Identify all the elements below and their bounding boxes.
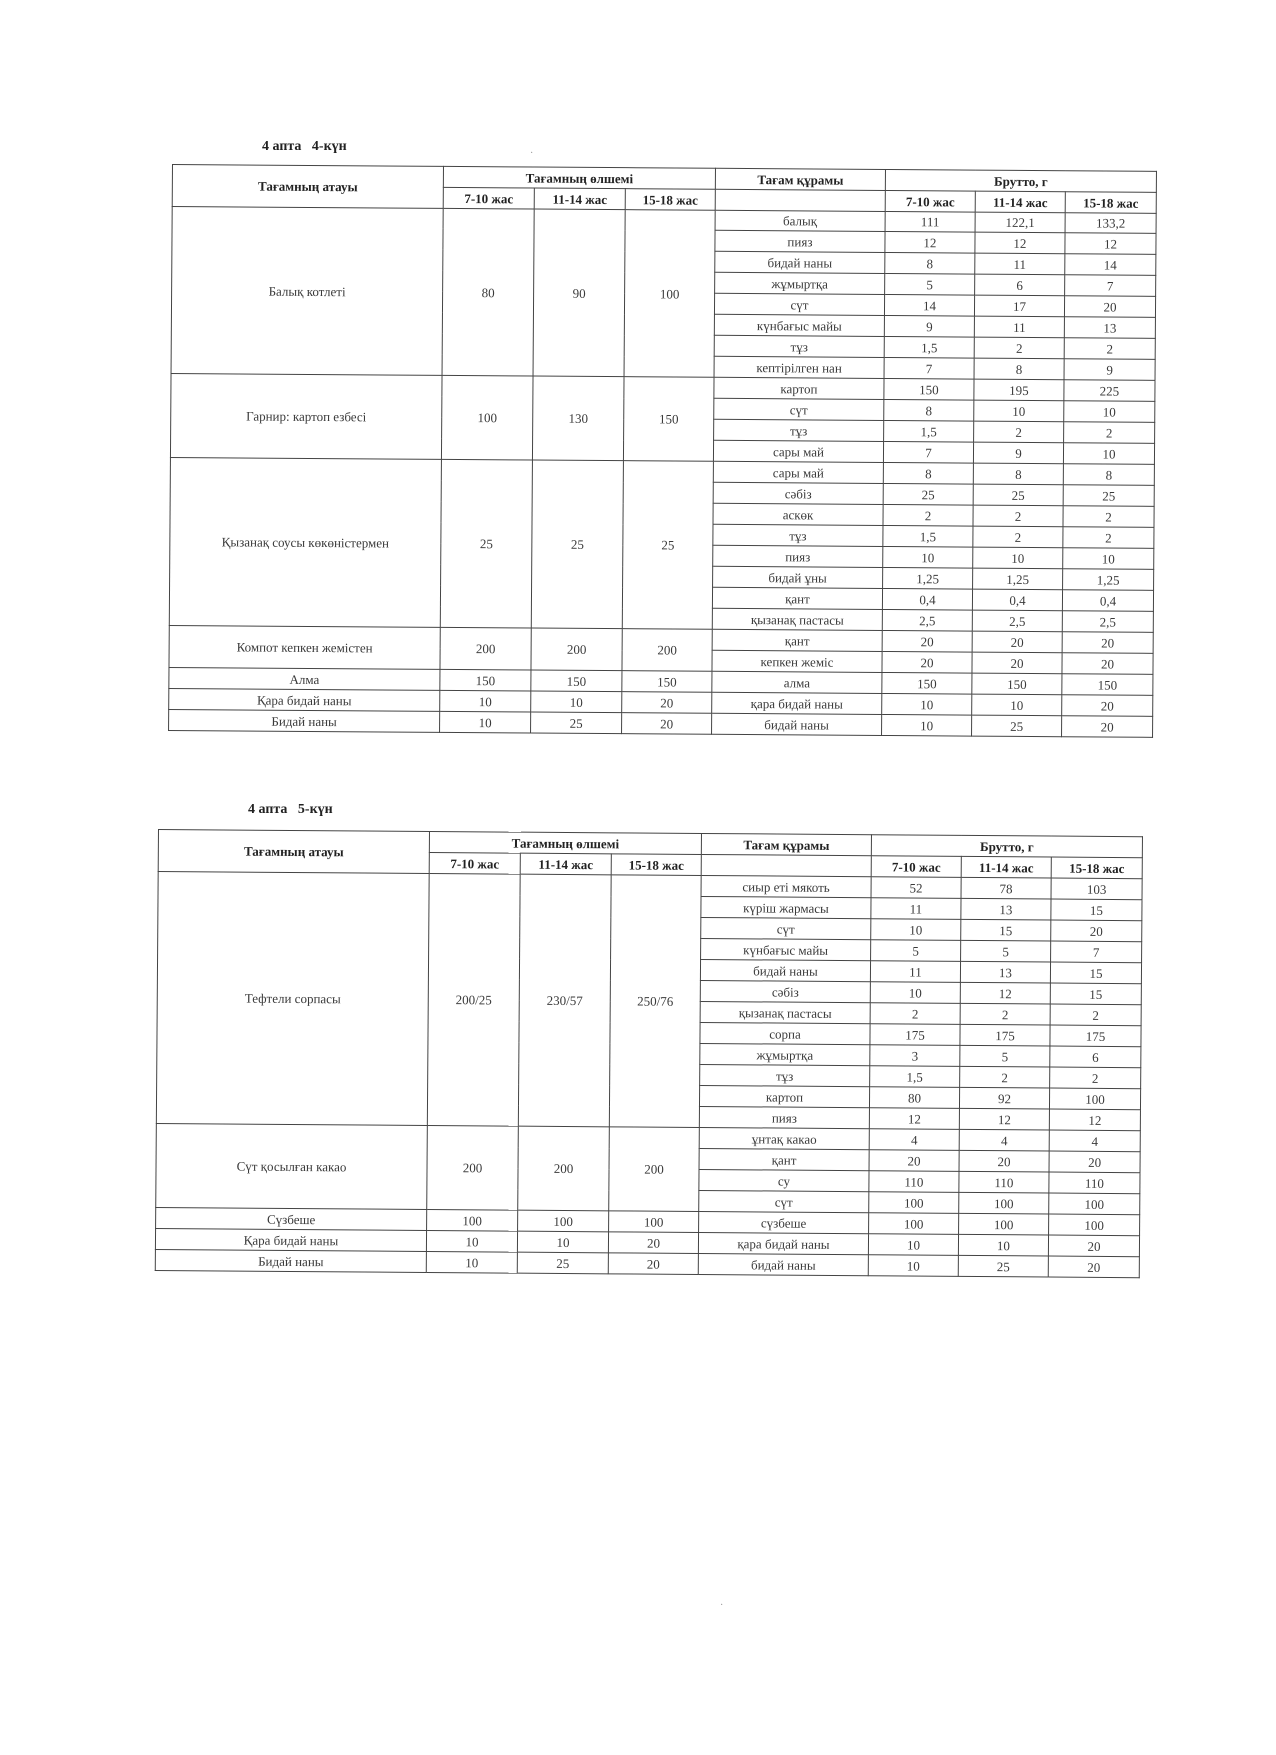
- ingredient-name: қара бидай наны: [712, 692, 882, 714]
- portion-15-18: 100: [624, 210, 715, 378]
- header-portion-age-11-14: 11-14 жас: [520, 853, 611, 875]
- dish-name: Бидай наны: [169, 709, 440, 732]
- brutto-11-14: 20: [959, 1150, 1049, 1172]
- portion-11-14: 230/57: [518, 874, 611, 1127]
- ingredient-name: сәбіз: [713, 482, 883, 504]
- ingredient-name: бидай наны: [698, 1253, 868, 1275]
- header-composition-blank: [715, 189, 885, 211]
- dish-name: Қара бидай наны: [169, 688, 440, 711]
- ingredient-name: сары май: [713, 440, 883, 462]
- ingredient-name: бидай наны: [712, 713, 882, 735]
- brutto-7-10: 10: [871, 919, 961, 941]
- portion-7-10: 150: [440, 669, 531, 691]
- header-brutto: Брутто, г: [885, 169, 1156, 192]
- brutto-7-10: 10: [883, 546, 973, 568]
- header-brutto: Брутто, г: [871, 835, 1142, 858]
- brutto-11-14: 100: [959, 1192, 1049, 1214]
- brutto-15-18: 2,5: [1062, 611, 1153, 633]
- header-brutto-age-7-10: 7-10 жас: [885, 190, 975, 212]
- portion-15-18: 25: [622, 461, 713, 630]
- portion-7-10: 100: [427, 1209, 518, 1231]
- brutto-15-18: 0,4: [1062, 590, 1153, 612]
- ingredient-name: жұмыртқа: [700, 1043, 870, 1065]
- brutto-15-18: 133,2: [1065, 213, 1156, 234]
- brutto-7-10: 20: [869, 1150, 959, 1172]
- day4-menu-table: [168, 164, 1157, 738]
- brutto-15-18: 2: [1064, 338, 1155, 360]
- brutto-7-10: 7: [883, 441, 973, 463]
- brutto-11-14: 5: [960, 1045, 1050, 1067]
- ingredient-name: қант: [712, 587, 882, 609]
- brutto-15-18: 20: [1048, 1235, 1139, 1257]
- ingredient-name: сары май: [713, 461, 883, 483]
- brutto-11-14: 20: [972, 652, 1062, 674]
- brutto-7-10: 100: [869, 1192, 959, 1214]
- portion-15-18: 150: [622, 671, 712, 693]
- brutto-15-18: 10: [1063, 548, 1154, 570]
- brutto-11-14: 122,1: [975, 212, 1065, 233]
- header-dish-name: Тағамның атауы: [172, 165, 443, 209]
- brutto-7-10: 150: [882, 672, 972, 694]
- portion-7-10: 10: [440, 690, 531, 712]
- portion-15-18: 20: [622, 713, 712, 735]
- brutto-15-18: 225: [1064, 380, 1155, 402]
- brutto-11-14: 100: [959, 1213, 1049, 1235]
- brutto-7-10: 10: [868, 1234, 958, 1256]
- brutto-11-14: 2: [960, 1066, 1050, 1088]
- brutto-7-10: 12: [885, 231, 975, 253]
- brutto-11-14: 8: [973, 463, 1063, 485]
- ingredient-name: кепкен жеміс: [712, 650, 882, 672]
- brutto-15-18: 20: [1062, 695, 1153, 717]
- portion-11-14: 150: [531, 670, 622, 692]
- brutto-11-14: 10: [974, 400, 1064, 422]
- brutto-7-10: 2,5: [882, 609, 972, 631]
- ingredient-name: аскөк: [713, 503, 883, 525]
- ingredient-name: қызанақ пастасы: [700, 1001, 870, 1023]
- ingredient-name: су: [699, 1169, 869, 1191]
- header-brutto-age-11-14: 11-14 жас: [961, 856, 1051, 878]
- brutto-7-10: 8: [884, 399, 974, 421]
- portion-11-14: 200: [531, 628, 622, 671]
- brutto-15-18: 9: [1064, 359, 1155, 381]
- brutto-15-18: 150: [1062, 674, 1153, 696]
- brutto-7-10: 8: [883, 462, 973, 484]
- portion-7-10: 100: [441, 375, 533, 460]
- brutto-15-18: 8: [1063, 464, 1154, 486]
- portion-7-10: 200: [440, 627, 531, 670]
- ingredient-name: тұз: [713, 524, 883, 546]
- portion-15-18: 200: [622, 629, 712, 672]
- dish-name: Сүт қосылған какао: [156, 1123, 428, 1209]
- brutto-11-14: 25: [972, 715, 1062, 737]
- portion-7-10: 80: [442, 208, 534, 376]
- brutto-15-18: 20: [1051, 920, 1142, 942]
- brutto-7-10: 11: [871, 898, 961, 920]
- brutto-15-18: 103: [1051, 878, 1142, 900]
- brutto-7-10: 5: [871, 940, 961, 962]
- portion-7-10: 200/25: [427, 873, 520, 1126]
- brutto-15-18: 2: [1063, 527, 1154, 549]
- brutto-7-10: 20: [882, 651, 972, 673]
- brutto-11-14: 13: [960, 961, 1050, 983]
- portion-15-18: 20: [608, 1232, 698, 1254]
- brutto-15-18: 100: [1049, 1088, 1140, 1110]
- portion-11-14: 25: [531, 460, 623, 629]
- brutto-7-10: 8: [885, 252, 975, 274]
- day5-heading: 4 апта 5-күн: [248, 802, 333, 817]
- brutto-7-10: 1,5: [884, 336, 974, 358]
- brutto-15-18: 10: [1063, 443, 1154, 465]
- brutto-11-14: 10: [958, 1234, 1048, 1256]
- brutto-7-10: 20: [882, 630, 972, 652]
- ingredient-name: бидай наны: [715, 251, 885, 273]
- portion-7-10: 200: [427, 1125, 519, 1210]
- brutto-11-14: 25: [973, 484, 1063, 506]
- header-portion-age-11-14: 11-14 жас: [534, 188, 625, 210]
- ingredient-name: сүт: [701, 917, 871, 939]
- portion-7-10: 10: [426, 1230, 517, 1252]
- portion-15-18: 250/76: [609, 875, 701, 1128]
- header-composition: Тағам құрамы: [715, 168, 885, 190]
- brutto-11-14: 2: [974, 421, 1064, 443]
- portion-11-14: 25: [517, 1252, 608, 1274]
- brutto-15-18: 14: [1065, 254, 1156, 276]
- brutto-15-18: 12: [1049, 1109, 1140, 1131]
- portion-7-10: 25: [440, 459, 532, 628]
- brutto-11-14: 110: [959, 1171, 1049, 1193]
- ingredient-name: күнбағыс майы: [714, 314, 884, 336]
- brutto-15-18: 7: [1065, 275, 1156, 297]
- brutto-15-18: 100: [1049, 1214, 1140, 1236]
- portion-11-14: 10: [531, 691, 622, 713]
- ingredient-name: тұз: [700, 1064, 870, 1086]
- brutto-7-10: 4: [869, 1129, 959, 1151]
- brutto-11-14: 6: [975, 274, 1065, 296]
- brutto-7-10: 11: [870, 961, 960, 983]
- brutto-15-18: 13: [1064, 317, 1155, 339]
- brutto-11-14: 17: [974, 295, 1064, 317]
- header-brutto-age-11-14: 11-14 жас: [975, 191, 1065, 213]
- brutto-15-18: 15: [1050, 962, 1141, 984]
- ingredient-name: бидай наны: [700, 959, 870, 981]
- brutto-7-10: 111: [885, 211, 975, 232]
- brutto-15-18: 175: [1050, 1025, 1141, 1047]
- brutto-15-18: 7: [1051, 941, 1142, 963]
- ingredient-name: сүт: [699, 1190, 869, 1212]
- ingredient-name: жұмыртқа: [715, 272, 885, 294]
- brutto-7-10: 7: [884, 357, 974, 379]
- brutto-15-18: 2: [1050, 1067, 1141, 1089]
- portion-15-18: 20: [608, 1253, 698, 1275]
- ingredient-name: сорпа: [700, 1022, 870, 1044]
- ingredient-name: алма: [712, 671, 882, 693]
- ingredient-name: пияз: [713, 545, 883, 567]
- ingredient-name: қызанақ пастасы: [712, 608, 882, 630]
- header-brutto-age-15-18: 15-18 жас: [1065, 192, 1156, 214]
- brutto-11-14: 13: [961, 898, 1051, 920]
- ingredient-name: сүзбеше: [699, 1211, 869, 1233]
- dish-name: Балық котлеті: [171, 207, 443, 376]
- brutto-15-18: 10: [1064, 401, 1155, 423]
- ingredient-name: сүт: [714, 293, 884, 315]
- header-brutto-age-7-10: 7-10 жас: [871, 856, 961, 878]
- brutto-15-18: 2: [1050, 1004, 1141, 1026]
- ingredient-name: кептірілген нан: [714, 356, 884, 378]
- portion-7-10: 10: [426, 1251, 517, 1273]
- brutto-11-14: 0,4: [972, 589, 1062, 611]
- header-portion-age-15-18: 15-18 жас: [625, 189, 715, 211]
- brutto-7-10: 1,25: [883, 567, 973, 589]
- brutto-7-10: 5: [885, 273, 975, 295]
- portion-15-18: 150: [623, 377, 714, 462]
- header-portion-age-15-18: 15-18 жас: [611, 854, 701, 876]
- ingredient-name: тұз: [714, 335, 884, 357]
- ingredient-name: картоп: [714, 377, 884, 399]
- brutto-7-10: 1,5: [883, 525, 973, 547]
- brutto-15-18: 1,25: [1063, 569, 1154, 591]
- brutto-11-14: 11: [975, 253, 1065, 275]
- brutto-7-10: 10: [882, 714, 972, 736]
- dish-name: Бидай наны: [155, 1249, 426, 1272]
- brutto-7-10: 14: [884, 294, 974, 316]
- brutto-11-14: 9: [973, 442, 1063, 464]
- brutto-11-14: 12: [960, 982, 1050, 1004]
- brutto-15-18: 20: [1049, 1151, 1140, 1173]
- brutto-11-14: 92: [959, 1087, 1049, 1109]
- brutto-15-18: 2: [1063, 506, 1154, 528]
- brutto-15-18: 20: [1062, 632, 1153, 654]
- brutto-11-14: 1,25: [973, 568, 1063, 590]
- brutto-15-18: 110: [1049, 1172, 1140, 1194]
- brutto-11-14: 10: [972, 694, 1062, 716]
- ingredient-name: ұнтақ какао: [699, 1127, 869, 1149]
- header-portion-age-7-10: 7-10 жас: [429, 852, 520, 874]
- ingredient-name: пияз: [715, 230, 885, 252]
- brutto-7-10: 10: [882, 693, 972, 715]
- brutto-15-18: 4: [1049, 1130, 1140, 1152]
- ingredient-name: қант: [699, 1148, 869, 1170]
- brutto-7-10: 12: [869, 1108, 959, 1130]
- portion-7-10: 10: [440, 711, 531, 733]
- dish-name: Тефтели сорпасы: [156, 872, 429, 1126]
- brutto-7-10: 80: [869, 1087, 959, 1109]
- brutto-15-18: 2: [1064, 422, 1155, 444]
- brutto-11-14: 150: [972, 673, 1062, 695]
- scan-mark: ·: [720, 1600, 724, 1611]
- brutto-15-18: 20: [1062, 653, 1153, 675]
- brutto-7-10: 3: [870, 1045, 960, 1067]
- day5-menu-table: [155, 829, 1143, 1278]
- brutto-7-10: 9: [884, 315, 974, 337]
- brutto-15-18: 6: [1050, 1046, 1141, 1068]
- ingredient-name: тұз: [714, 419, 884, 441]
- portion-15-18: 20: [622, 692, 712, 714]
- header-portion: Тағамның өлшемі: [429, 831, 701, 854]
- ingredient-name: қант: [712, 629, 882, 651]
- portion-11-14: 25: [531, 712, 622, 734]
- brutto-7-10: 110: [869, 1171, 959, 1193]
- brutto-15-18: 15: [1051, 899, 1142, 921]
- brutto-7-10: 1,5: [870, 1066, 960, 1088]
- brutto-11-14: 2: [973, 505, 1063, 527]
- brutto-11-14: 12: [959, 1108, 1049, 1130]
- brutto-7-10: 10: [868, 1255, 958, 1277]
- dish-name: Сүзбеше: [156, 1207, 427, 1230]
- brutto-11-14: 78: [961, 877, 1051, 899]
- brutto-15-18: 100: [1049, 1193, 1140, 1215]
- ingredient-name: күнбағыс майы: [701, 938, 871, 960]
- brutto-11-14: 195: [974, 379, 1064, 401]
- brutto-11-14: 10: [973, 547, 1063, 569]
- brutto-11-14: 2: [973, 526, 1063, 548]
- brutto-7-10: 100: [869, 1213, 959, 1235]
- portion-11-14: 10: [517, 1231, 608, 1253]
- brutto-7-10: 150: [884, 378, 974, 400]
- portion-11-14: 90: [533, 209, 625, 377]
- brutto-7-10: 175: [870, 1024, 960, 1046]
- header-portion-age-7-10: 7-10 жас: [443, 187, 534, 209]
- brutto-7-10: 0,4: [882, 588, 972, 610]
- brutto-11-14: 2: [974, 337, 1064, 359]
- brutto-11-14: 11: [974, 316, 1064, 338]
- header-portion: Тағамның өлшемі: [443, 166, 715, 189]
- brutto-7-10: 52: [871, 877, 961, 899]
- header-composition: Тағам құрамы: [701, 833, 871, 855]
- brutto-11-14: 175: [960, 1024, 1050, 1046]
- portion-11-14: 100: [518, 1210, 609, 1232]
- scan-mark: ·: [530, 148, 534, 159]
- dish-name: Гарнир: картоп езбесі: [170, 373, 442, 459]
- dish-name: Компот кепкен жемістен: [169, 625, 440, 669]
- portion-11-14: 130: [532, 376, 624, 461]
- ingredient-name: сәбіз: [700, 980, 870, 1002]
- brutto-11-14: 4: [959, 1129, 1049, 1151]
- brutto-15-18: 12: [1065, 233, 1156, 255]
- ingredient-name: сиыр еті мякоть: [701, 875, 871, 897]
- ingredient-name: сүт: [714, 398, 884, 420]
- header-brutto-age-15-18: 15-18 жас: [1051, 857, 1142, 879]
- brutto-11-14: 12: [975, 232, 1065, 254]
- ingredient-name: бидай ұны: [713, 566, 883, 588]
- brutto-7-10: 10: [870, 982, 960, 1004]
- portion-15-18: 200: [609, 1127, 700, 1212]
- portion-15-18: 100: [609, 1211, 699, 1233]
- brutto-15-18: 20: [1062, 716, 1153, 738]
- dish-name: Алма: [169, 667, 440, 690]
- brutto-15-18: 20: [1048, 1256, 1139, 1278]
- brutto-15-18: 25: [1063, 485, 1154, 507]
- day4-heading: 4 апта 4-күн: [262, 139, 347, 154]
- ingredient-name: күріш жармасы: [701, 896, 871, 918]
- brutto-11-14: 25: [958, 1255, 1048, 1277]
- brutto-11-14: 5: [961, 940, 1051, 962]
- ingredient-name: пияз: [699, 1106, 869, 1128]
- brutto-7-10: 2: [870, 1003, 960, 1025]
- brutto-7-10: 2: [883, 504, 973, 526]
- brutto-11-14: 15: [961, 919, 1051, 941]
- brutto-11-14: 20: [972, 631, 1062, 653]
- brutto-7-10: 25: [883, 483, 973, 505]
- ingredient-name: картоп: [699, 1085, 869, 1107]
- ingredient-name: қара бидай наны: [698, 1232, 868, 1254]
- portion-11-14: 200: [518, 1126, 610, 1211]
- ingredient-name: балық: [715, 210, 885, 231]
- brutto-15-18: 20: [1064, 296, 1155, 318]
- dish-name: Қара бидай наны: [155, 1228, 426, 1251]
- brutto-15-18: 15: [1050, 983, 1141, 1005]
- brutto-11-14: 8: [974, 358, 1064, 380]
- dish-name: Қызанақ соусы көкөністермен: [169, 457, 441, 627]
- brutto-7-10: 1,5: [884, 420, 974, 442]
- header-dish-name: Тағамның атауы: [158, 830, 429, 874]
- brutto-11-14: 2: [960, 1003, 1050, 1025]
- header-composition-blank: [701, 854, 871, 876]
- brutto-11-14: 2,5: [972, 610, 1062, 632]
